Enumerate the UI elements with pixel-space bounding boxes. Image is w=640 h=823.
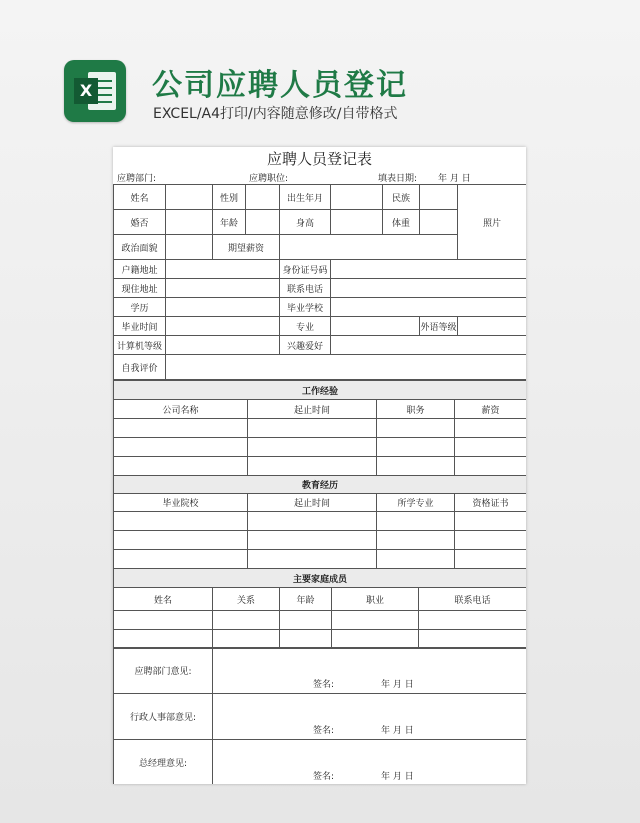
major-label: 专业 [280, 317, 331, 336]
form-title: 应聘人员登记表 [266, 150, 372, 168]
fill-date-value: 年 月 日 [438, 174, 471, 184]
computer-level-input-cell[interactable] [166, 336, 280, 355]
dept-sign-label: 签名: [313, 679, 335, 690]
family-header-job: 职业 [332, 588, 419, 611]
age-label: 年龄 [213, 210, 246, 235]
table-row [114, 611, 527, 630]
computer-level-label: 计算机等级 [114, 336, 166, 355]
id-label: 身份证号码 [280, 260, 331, 279]
table-cell[interactable] [248, 550, 377, 569]
salary-label: 期望薪资 [213, 235, 280, 260]
opinions-table [113, 647, 526, 784]
table-cell[interactable] [248, 419, 377, 438]
education-label: 学历 [114, 298, 166, 317]
work-header-period: 起止时间 [248, 400, 377, 419]
table-cell[interactable] [114, 438, 248, 457]
weight-input-cell[interactable] [420, 210, 458, 235]
table-row [114, 630, 527, 649]
name-input-cell[interactable] [166, 185, 213, 210]
weight-label: 体重 [383, 210, 420, 235]
address-label: 现住地址 [114, 279, 166, 298]
salary-input-cell[interactable] [280, 235, 458, 260]
table-row [114, 457, 527, 476]
ethnic-input-cell[interactable] [420, 185, 458, 210]
excel-x-letter: X [74, 78, 98, 104]
political-input-cell[interactable] [166, 235, 213, 260]
table-cell[interactable] [248, 457, 377, 476]
family-header-relation: 关系 [213, 588, 280, 611]
family-header-age: 年龄 [280, 588, 332, 611]
work-header-salary: 薪资 [455, 400, 527, 419]
phone-label: 联系电话 [280, 279, 331, 298]
position-label: 应聘职位: [249, 174, 289, 184]
table-cell[interactable] [455, 419, 527, 438]
table-cell[interactable] [377, 438, 455, 457]
table-row [114, 531, 527, 550]
table-cell[interactable] [419, 611, 527, 630]
table-cell[interactable] [248, 531, 377, 550]
table-cell[interactable] [455, 550, 527, 569]
hr-opinion-label: 行政人事部意见: [114, 694, 213, 740]
table-cell[interactable] [114, 419, 248, 438]
hukou-input-cell[interactable] [166, 260, 280, 279]
dept-opinion-label: 应聘部门意见: [114, 648, 213, 694]
table-cell[interactable] [213, 630, 280, 649]
table-cell[interactable] [213, 611, 280, 630]
table-cell[interactable] [377, 512, 455, 531]
table-cell[interactable] [114, 630, 213, 649]
school-input-cell[interactable] [331, 298, 527, 317]
table-cell[interactable] [455, 438, 527, 457]
page-title: 公司应聘人员登记 [152, 68, 408, 103]
table-cell[interactable] [248, 512, 377, 531]
gm-sign-date: 年 月 日 [381, 771, 414, 782]
hr-sign-date: 年 月 日 [381, 725, 414, 736]
table-cell[interactable] [114, 611, 213, 630]
table-cell[interactable] [114, 550, 248, 569]
table-cell[interactable] [455, 531, 527, 550]
table-cell[interactable] [419, 630, 527, 649]
table-row [114, 419, 527, 438]
gender-label: 性别 [213, 185, 246, 210]
age-input-cell[interactable] [246, 210, 280, 235]
edu-header-major: 所学专业 [377, 494, 455, 512]
work-header-title: 职务 [377, 400, 455, 419]
lang-level-label: 外语等级 [420, 317, 458, 336]
hukou-label: 户籍地址 [114, 260, 166, 279]
gender-input-cell[interactable] [246, 185, 280, 210]
education-section-title: 教育经历 [114, 476, 527, 494]
hobby-input-cell[interactable] [331, 336, 527, 355]
id-input-cell[interactable] [331, 260, 527, 279]
page-subtitle: EXCEL/A4打印/内容随意修改/自带格式 [153, 106, 398, 122]
table-cell[interactable] [377, 550, 455, 569]
grad-time-input-cell[interactable] [166, 317, 280, 336]
form-sheet [113, 147, 526, 784]
self-eval-input-cell[interactable] [166, 355, 527, 380]
photo-cell[interactable]: 照片 [458, 185, 527, 260]
work-experience-table [113, 380, 526, 476]
lang-level-input-cell[interactable] [458, 317, 527, 336]
address-input-cell[interactable] [166, 279, 280, 298]
personal-info-table [113, 184, 526, 380]
table-cell[interactable] [114, 512, 248, 531]
height-input-cell[interactable] [331, 210, 383, 235]
edu-header-school: 毕业院校 [114, 494, 248, 512]
gm-sign-label: 签名: [313, 771, 335, 782]
height-label: 身高 [280, 210, 331, 235]
hr-opinion-cell[interactable] [213, 694, 527, 740]
major-input-cell[interactable] [331, 317, 420, 336]
table-row [114, 550, 527, 569]
edu-header-period: 起止时间 [248, 494, 377, 512]
family-header-name: 姓名 [114, 588, 213, 611]
work-header-company: 公司名称 [114, 400, 248, 419]
excel-logo-icon [64, 60, 126, 122]
dept-label: 应聘部门: [117, 174, 157, 184]
edu-header-cert: 资格证书 [455, 494, 527, 512]
table-cell[interactable] [377, 419, 455, 438]
birth-label: 出生年月 [280, 185, 331, 210]
table-cell[interactable] [114, 531, 248, 550]
table-row [114, 438, 527, 457]
gm-opinion-label: 总经理意见: [114, 740, 213, 785]
hobby-label: 兴趣爱好 [280, 336, 331, 355]
marital-label: 婚否 [114, 210, 166, 235]
table-cell[interactable] [455, 512, 527, 531]
work-section-title: 工作经验 [114, 381, 527, 400]
table-cell[interactable] [332, 611, 419, 630]
table-cell[interactable] [377, 457, 455, 476]
name-label: 姓名 [114, 185, 166, 210]
family-header-phone: 联系电话 [419, 588, 527, 611]
birth-input-cell[interactable] [331, 185, 383, 210]
hr-sign-label: 签名: [313, 725, 335, 736]
family-section-title: 主要家庭成员 [114, 569, 527, 588]
family-table [113, 568, 526, 649]
table-cell[interactable] [280, 630, 332, 649]
table-cell[interactable] [280, 611, 332, 630]
marital-input-cell[interactable] [166, 210, 213, 235]
dept-opinion-cell[interactable] [213, 648, 527, 694]
grad-time-label: 毕业时间 [114, 317, 166, 336]
dept-sign-date: 年 月 日 [381, 679, 414, 690]
table-cell[interactable] [455, 457, 527, 476]
table-cell[interactable] [114, 457, 248, 476]
gm-opinion-cell[interactable] [213, 740, 527, 785]
political-label: 政治面貌 [114, 235, 166, 260]
education-table [113, 475, 526, 569]
table-row [114, 512, 527, 531]
table-cell[interactable] [377, 531, 455, 550]
school-label: 毕业学校 [280, 298, 331, 317]
fill-date-label: 填表日期: [378, 174, 418, 184]
self-eval-label: 自我评价 [114, 355, 166, 380]
ethnic-label: 民族 [383, 185, 420, 210]
phone-input-cell[interactable] [331, 279, 527, 298]
table-cell[interactable] [248, 438, 377, 457]
education-input-cell[interactable] [166, 298, 280, 317]
table-cell[interactable] [332, 630, 419, 649]
